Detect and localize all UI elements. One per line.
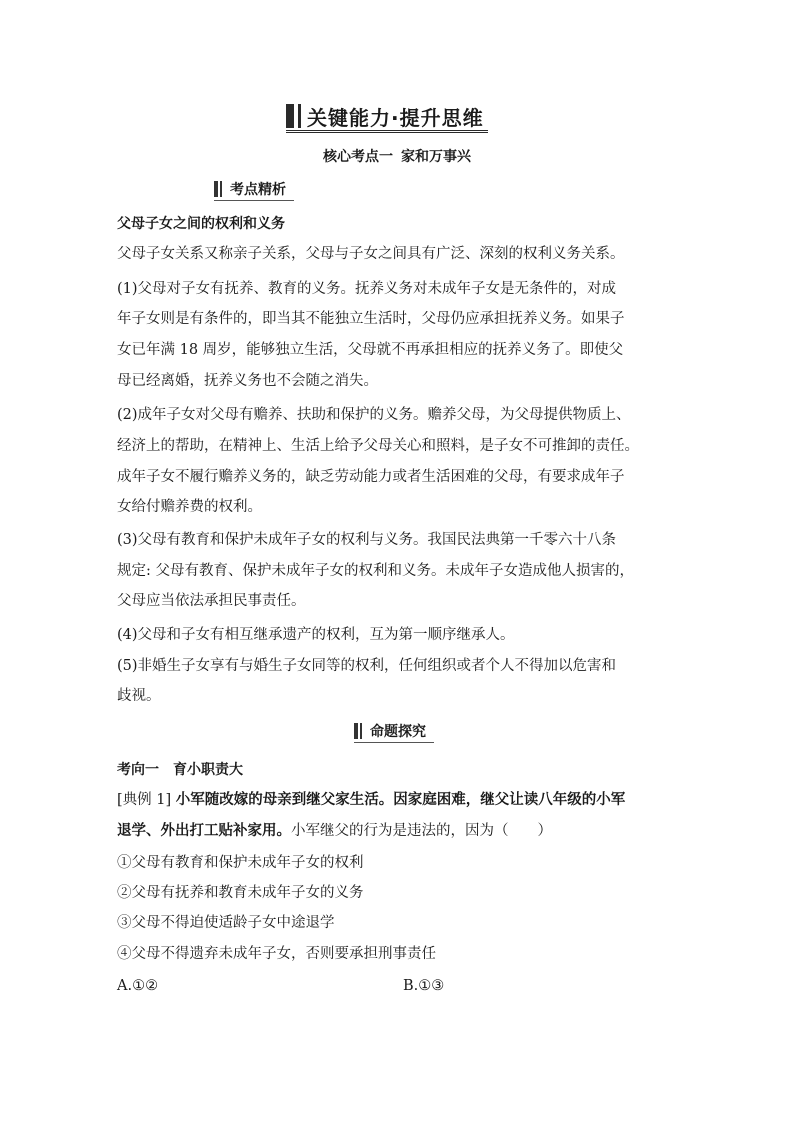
option-item: ②父母有抚养和教育未成年子女的义务 [117, 885, 364, 901]
section-heading-analysis [214, 178, 294, 201]
example-bold-text: 小军随改嫁的母亲到继父家生活。因家庭困难，继父让读八年级的小军 [175, 792, 626, 808]
section-heading-text: 命题探究 [370, 724, 426, 740]
choice-b: B.①③ [403, 978, 445, 994]
example-question-line2 [117, 821, 677, 841]
example-bold-text: 退学、外出打工贴补家用。 [117, 823, 291, 839]
text-line: 父母应当依法承担民事责任。 [117, 593, 306, 609]
text-line: (3)父母有教育和保护未成年子女的权利与义务。我国民法典第一千零六十八条 [117, 532, 617, 548]
text-line: (1)父母对子女有抚养、教育的义务。抚养义务对未成年子女是无条件的，对成 [117, 281, 617, 297]
text-line: 女给付赡养费的权利。 [117, 499, 262, 515]
text-line: 规定: 父母有教育、保护未成年子女的权利和义务。未成年子女造成他人损害的， [117, 563, 634, 579]
example-label: [典例 1] [117, 792, 172, 808]
option-item: ③父母不得迫使适龄子女中途退学 [117, 915, 335, 931]
section-heading-inquiry [354, 720, 434, 743]
main-title [286, 102, 488, 133]
choice-a: A.①② [117, 978, 159, 994]
section-heading-text: 考点精析 [230, 182, 286, 198]
heading-bar-thin-icon [360, 723, 362, 739]
option-item: ①父母有教育和保护未成年子女的权利 [117, 855, 364, 871]
direction-heading: 考向一 育小职责大 [117, 762, 243, 778]
heading-bar-icon [354, 723, 358, 739]
subtitle-part1: 核心考点一 [323, 149, 393, 165]
heading-bar-thin-icon [220, 181, 222, 197]
text-line: 女已年满 18 周岁，能够独立生活，父母就不再承担相应的抚养义务了。即使父 [117, 342, 624, 358]
title-bar-icon [286, 104, 294, 128]
text-line: (5)非婚生子女享有与婚生子女同等的权利，任何组织或者个人不得加以危害和 [117, 658, 617, 674]
heading-bar-icon [214, 181, 218, 197]
topic-heading: 父母子女之间的权利和义务 [117, 216, 285, 232]
title-bar-thin-icon [298, 104, 301, 128]
text-line: 母已经离婚，抚养义务也不会随之消失。 [117, 373, 378, 389]
subtitle-part2: 家和万事兴 [401, 149, 471, 165]
text-line: 经济上的帮助，在精神上、生活上给予父母关心和照料，是子女不可推卸的责任。 [117, 438, 639, 454]
subtitle [0, 146, 794, 166]
text-line: 父母子女关系又称亲子关系，父母与子女之间具有广泛、深刻的权利义务关系。 [117, 246, 625, 262]
option-item: ④父母不得遗弃未成年子女，否则要承担刑事责任 [117, 946, 436, 962]
example-rest-text: 小军继父的行为是违法的，因为（ ） [291, 823, 552, 839]
main-title-text: 关键能力·提升思维 [307, 105, 484, 130]
text-line: 成年子女不履行赡养义务的，缺乏劳动能力或者生活困难的父母，有要求成年子 [117, 469, 625, 485]
text-line: (4)父母和子女有相互继承遗产的权利，互为第一顺序继承人。 [117, 627, 515, 643]
text-line: 歧视。 [117, 688, 161, 704]
text-line: 年子女则是有条件的，即当其不能独立生活时，父母仍应承担抚养义务。如果子 [117, 311, 625, 327]
example-question-line1 [117, 790, 677, 810]
text-line: (2)成年子女对父母有赡养、扶助和保护的义务。赡养父母，为父母提供物质上、 [117, 407, 631, 423]
